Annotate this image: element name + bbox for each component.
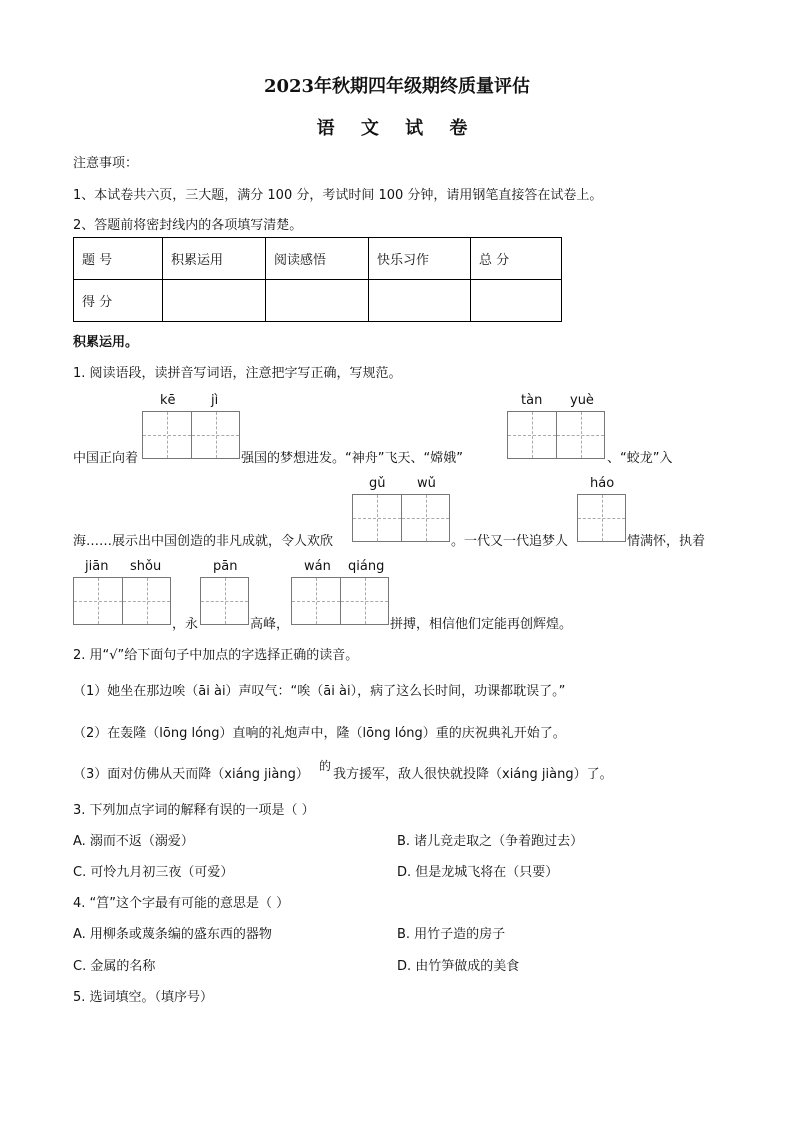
question-5-prompt: 5. 选词填空。（填序号） bbox=[73, 990, 214, 1005]
question-2-sentence-3a: （3）面对仿佛从天而降（xiáng jiàng） bbox=[73, 767, 309, 782]
writing-grid-wanqiang[interactable] bbox=[291, 577, 389, 625]
question-4-option-c[interactable]: C. 金属的名称 bbox=[73, 959, 156, 974]
question-4-option-d[interactable]: D. 由竹笋做成的美食 bbox=[397, 959, 520, 974]
question-3-option-a[interactable]: A. 溺而不返（溺爱） bbox=[73, 834, 194, 849]
writing-grid-hao[interactable] bbox=[577, 494, 626, 542]
score-table-header-row bbox=[74, 238, 562, 280]
score-input-cell[interactable] bbox=[471, 280, 562, 322]
question-1-prompt: 1. 阅读语段，读拼音写词语，注意把字写正确，写规范。 bbox=[73, 366, 402, 381]
question-3-prompt: 3. 下列加点字词的解释有误的一项是（ ） bbox=[73, 803, 315, 818]
pinyin-yue: yuè bbox=[570, 393, 594, 408]
score-input-cell[interactable] bbox=[369, 280, 471, 322]
question-4-option-a[interactable]: A. 用柳条或蔑条编的盛东西的器物 bbox=[73, 927, 272, 942]
exam-subtitle: 语 文 试 卷 bbox=[316, 118, 478, 139]
score-table bbox=[73, 237, 562, 322]
question-2-sentence-1: （1）她坐在那边唉（āi ài）声叹气：“唉（āi ài），病了这么长时间，功课都耽误了。” bbox=[73, 684, 566, 699]
writing-grid-guwu[interactable] bbox=[352, 494, 450, 542]
question-4-option-b[interactable]: B. 用竹子造的房子 bbox=[397, 927, 506, 942]
q1-text: 、“蛟龙”入 bbox=[607, 451, 673, 466]
writing-grid-jianshou[interactable] bbox=[73, 577, 171, 625]
writing-grid-keji[interactable] bbox=[142, 411, 240, 459]
score-table-cell: 阅读感悟 bbox=[266, 238, 369, 280]
score-table-cell: 总 分 bbox=[471, 238, 562, 280]
writing-grid-pan[interactable] bbox=[200, 577, 249, 625]
question-3-option-c[interactable]: C. 可怜九月初三夜（可爱） bbox=[73, 865, 234, 880]
score-table-score-row bbox=[74, 280, 562, 322]
score-input-cell[interactable] bbox=[266, 280, 369, 322]
question-4-prompt: 4. “筥”这个字最有可能的意思是（ ） bbox=[73, 896, 290, 911]
pinyin-ke: kē bbox=[160, 393, 176, 408]
q1-text: ，永 bbox=[172, 617, 199, 632]
q1-text: 中国正向着 bbox=[73, 451, 139, 466]
score-table-cell: 题 号 bbox=[74, 238, 163, 280]
question-3-option-d[interactable]: D. 但是龙城飞将在（只要） bbox=[397, 865, 559, 880]
pinyin-wan: wán bbox=[304, 559, 331, 574]
q1-text: 。一代又一代追梦人 bbox=[451, 534, 569, 549]
q1-text: 海……展示出中国创造的非凡成就，令人欢欣 bbox=[73, 534, 334, 549]
score-table-cell: 快乐习作 bbox=[369, 238, 471, 280]
pinyin-jian: jiān bbox=[85, 559, 109, 574]
question-2-sentence-3-sup: 的 bbox=[319, 759, 332, 773]
pinyin-pan: pān bbox=[213, 559, 238, 574]
q1-text: 高峰， bbox=[250, 617, 290, 632]
score-input-cell[interactable] bbox=[163, 280, 266, 322]
q1-text: 情满怀，执着 bbox=[627, 534, 706, 549]
pinyin-shou: shǒu bbox=[130, 559, 162, 574]
q1-text: 强国的梦想进发。“神舟”飞天、“嫦娥” bbox=[241, 451, 463, 466]
question-3-option-b[interactable]: B. 诸儿竞走取之（争着跑过去） bbox=[397, 834, 584, 849]
q1-text: 拼搏，相信他们定能再创辉煌。 bbox=[390, 617, 573, 632]
section-title: 积累运用。 bbox=[73, 335, 139, 350]
writing-grid-tanyue[interactable] bbox=[507, 411, 605, 459]
question-2-prompt: 2. 用“√”给下面句子中加点的字选择正确的读音。 bbox=[73, 648, 359, 663]
pinyin-gu: gǔ bbox=[369, 476, 386, 491]
notice-heading: 注意事项： bbox=[73, 156, 139, 171]
notice-line-1: 1、本试卷共六页，三大题，满分 100 分，考试时间 100 分钟，请用钢笔直接答在试卷上。 bbox=[73, 188, 603, 203]
question-2-sentence-3b: 我方援军，敌人很快就投降（xiáng jiàng）了。 bbox=[333, 767, 613, 782]
question-2-sentence-2: （2）在轰隆（lōng lóng）直响的礼炮声中，隆（lōng lóng）重的庆祝典礼开始了。 bbox=[73, 726, 566, 741]
pinyin-qiang: qiáng bbox=[348, 559, 385, 574]
pinyin-hao: háo bbox=[590, 476, 615, 491]
pinyin-wu: wǔ bbox=[417, 476, 436, 491]
pinyin-tan: tàn bbox=[521, 393, 543, 408]
notice-line-2: 2、答题前将密封线内的各项填写清楚。 bbox=[73, 218, 303, 233]
exam-title: 2023年秋期四年级期终质量评估 bbox=[263, 76, 531, 97]
pinyin-ji: jì bbox=[211, 393, 219, 408]
score-table-cell: 得 分 bbox=[74, 280, 163, 322]
score-table-cell: 积累运用 bbox=[163, 238, 266, 280]
